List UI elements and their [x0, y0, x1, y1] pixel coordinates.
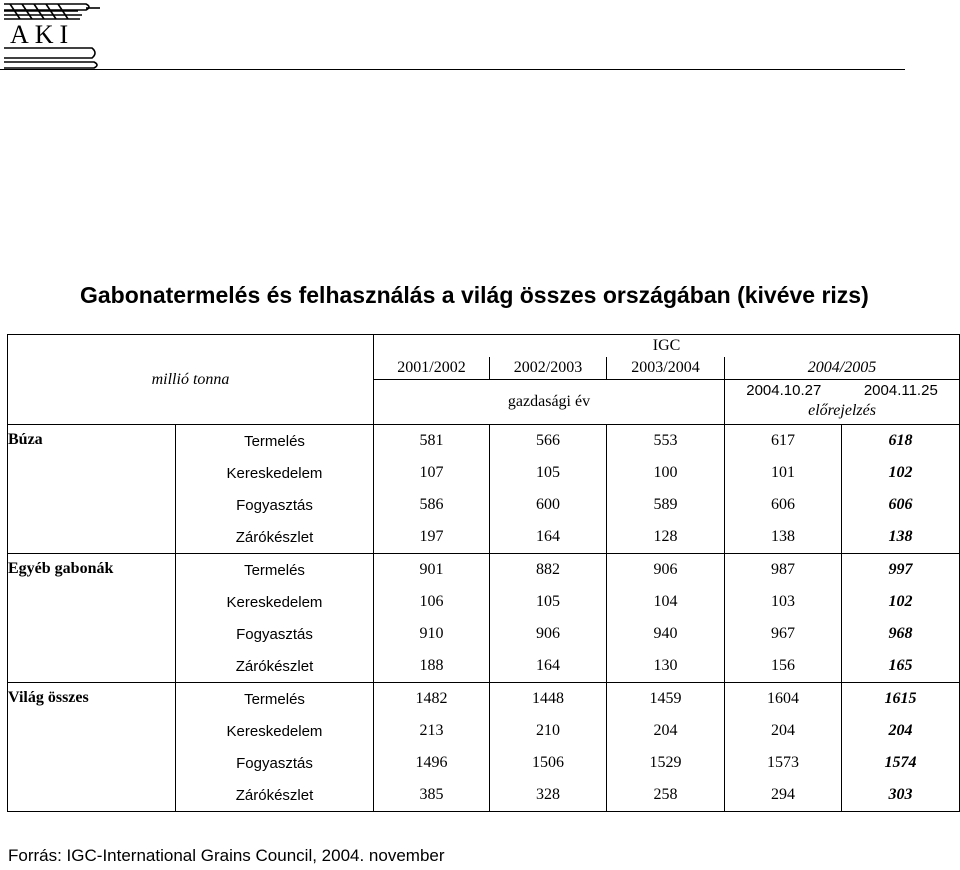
value-cell: 258	[607, 779, 725, 812]
value-cell: 197	[374, 521, 490, 554]
value-cell: 586	[374, 489, 490, 521]
value-cell: 101	[725, 457, 842, 489]
year-header: 2004/2005	[725, 357, 960, 380]
value-cell: 553	[607, 425, 725, 458]
table-row	[8, 554, 960, 587]
row-label: Termelés	[176, 683, 374, 716]
value-cell: 138	[725, 521, 842, 554]
value-cell: 130	[607, 650, 725, 683]
group-label: Búza	[8, 425, 176, 554]
value-cell: 589	[607, 489, 725, 521]
value-cell: 103	[725, 586, 842, 618]
value-cell: 106	[374, 586, 490, 618]
forecast-value-cell: 997	[842, 554, 960, 587]
value-cell: 210	[490, 715, 607, 747]
table-row	[8, 683, 960, 716]
value-cell: 1506	[490, 747, 607, 779]
value-cell: 1459	[607, 683, 725, 716]
forecast-label: előrejelzés	[808, 402, 876, 419]
table-row	[8, 425, 960, 458]
year-header: 2001/2002	[374, 357, 490, 380]
value-cell: 906	[607, 554, 725, 587]
value-cell: 105	[490, 457, 607, 489]
value-cell: 940	[607, 618, 725, 650]
igc-label: IGC	[652, 337, 681, 354]
row-label: Kereskedelem	[176, 715, 374, 747]
igc-header	[374, 335, 960, 358]
value-cell: 901	[374, 554, 490, 587]
value-cell: 606	[725, 489, 842, 521]
value-cell: 882	[490, 554, 607, 587]
row-label: Zárókészlet	[176, 650, 374, 683]
value-cell: 617	[725, 425, 842, 458]
grain-balance-table	[7, 334, 960, 812]
value-cell: 105	[490, 586, 607, 618]
forecast-value-cell: 1574	[842, 747, 960, 779]
value-cell: 328	[490, 779, 607, 812]
row-label: Fogyasztás	[176, 489, 374, 521]
value-cell: 128	[607, 521, 725, 554]
row-label: Zárókészlet	[176, 521, 374, 554]
logo-text: AKI	[10, 20, 75, 49]
value-cell: 967	[725, 618, 842, 650]
value-cell: 910	[374, 618, 490, 650]
value-cell: 294	[725, 779, 842, 812]
forecast-value-cell: 102	[842, 586, 960, 618]
value-cell: 156	[725, 650, 842, 683]
value-cell: 566	[490, 425, 607, 458]
value-cell: 1573	[725, 747, 842, 779]
forecast-value-cell: 102	[842, 457, 960, 489]
forecast-date: 2004.10.27	[746, 382, 822, 399]
forecast-date: 2004.11.25	[863, 382, 938, 399]
value-cell: 204	[607, 715, 725, 747]
forecast-value-cell: 1615	[842, 683, 960, 716]
value-cell: 100	[607, 457, 725, 489]
unit-label: millió tonna	[151, 370, 230, 388]
value-cell: 107	[374, 457, 490, 489]
year-header: 2003/2004	[607, 357, 725, 380]
value-cell: 1482	[374, 683, 490, 716]
forecast-value-cell: 138	[842, 521, 960, 554]
value-cell: 204	[725, 715, 842, 747]
period-label: gazdasági év	[374, 380, 725, 425]
value-cell: 164	[490, 650, 607, 683]
value-cell: 600	[490, 489, 607, 521]
forecast-value-cell: 606	[842, 489, 960, 521]
forecast-value-cell: 618	[842, 425, 960, 458]
value-cell: 1529	[607, 747, 725, 779]
row-label: Termelés	[176, 554, 374, 587]
forecast-value-cell: 204	[842, 715, 960, 747]
row-label: Fogyasztás	[176, 747, 374, 779]
value-cell: 1448	[490, 683, 607, 716]
aki-logo	[0, 0, 110, 70]
value-cell: 1496	[374, 747, 490, 779]
value-cell: 1604	[725, 683, 842, 716]
value-cell: 164	[490, 521, 607, 554]
value-cell: 987	[725, 554, 842, 587]
forecast-value-cell: 968	[842, 618, 960, 650]
forecast-value-cell: 165	[842, 650, 960, 683]
group-label: Világ összes	[8, 683, 176, 812]
forecast-header	[725, 380, 960, 425]
value-cell: 213	[374, 715, 490, 747]
row-label: Kereskedelem	[176, 457, 374, 489]
row-label: Zárókészlet	[176, 779, 374, 812]
value-cell: 188	[374, 650, 490, 683]
header-divider	[0, 69, 905, 70]
row-label: Termelés	[176, 425, 374, 458]
forecast-value-cell: 303	[842, 779, 960, 812]
value-cell: 104	[607, 586, 725, 618]
row-label: Fogyasztás	[176, 618, 374, 650]
year-header: 2002/2003	[490, 357, 607, 380]
value-cell: 385	[374, 779, 490, 812]
group-label: Egyéb gabonák	[8, 554, 176, 683]
source-note: Forrás: IGC-International Grains Council, 2004. november	[8, 846, 445, 865]
page-title: Gabonatermelés és felhasználás a világ összes országában (kivéve rizs)	[80, 282, 869, 308]
row-label: Kereskedelem	[176, 586, 374, 618]
value-cell: 581	[374, 425, 490, 458]
unit-label-cell	[8, 335, 374, 425]
value-cell: 906	[490, 618, 607, 650]
